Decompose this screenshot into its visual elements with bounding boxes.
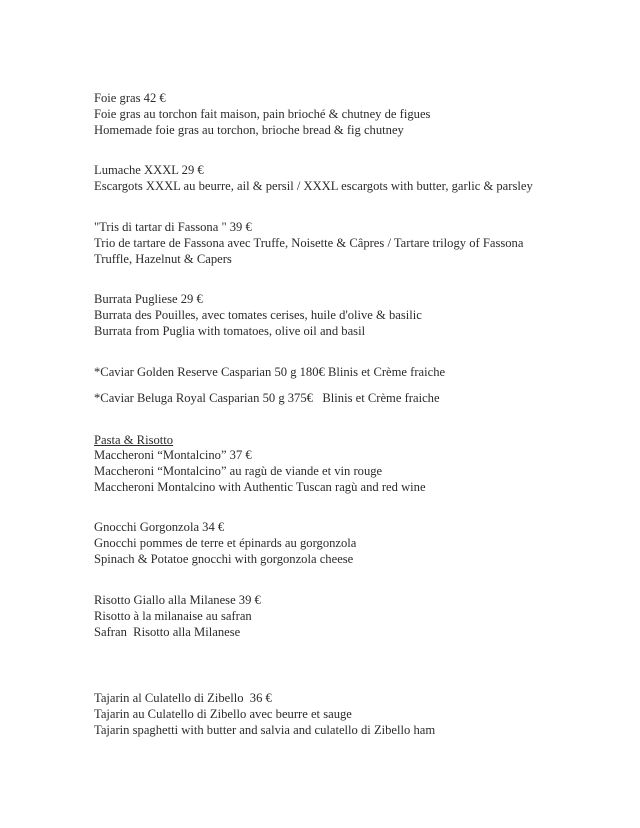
dish-title: Burrata Pugliese 29 € xyxy=(94,292,203,306)
dish-description: Escargots XXXL au beurre, ail & persil / XXXL escargots with butter, garlic & parsley xyxy=(94,179,533,193)
dish-title: Tajarin al Culatello di Zibello 36 € xyxy=(94,691,272,705)
dish-description-en: Spinach & Potatoe gnocchi with gorgonzola cheese xyxy=(94,552,354,566)
dish-title: Foie gras 42 € xyxy=(94,91,166,105)
dish-title: Risotto Giallo alla Milanese 39 € xyxy=(94,593,261,607)
dish-description-en: Homemade foie gras au torchon, brioche bread & fig chutney xyxy=(94,123,404,137)
caviar-item: *Caviar Beluga Royal Casparian 50 g 375€ Blinis et Crème fraiche xyxy=(94,391,440,405)
dish-description-en: Maccheroni Montalcino with Authentic Tuscan ragù and red wine xyxy=(94,480,426,494)
dish-description-fr: Risotto à la milanaise au safran xyxy=(94,609,252,623)
dish-title: Maccheroni “Montalcino” 37 € xyxy=(94,448,252,462)
dish-title: Gnocchi Gorgonzola 34 € xyxy=(94,520,225,534)
dish-description-fr: Burrata des Pouilles, avec tomates cerises, huile d'olive & basilic xyxy=(94,308,422,322)
dish-description-fr: Maccheroni “Montalcino” au ragù de viande et vin rouge xyxy=(94,464,383,478)
dish-title: Lumache XXXL 29 € xyxy=(94,163,204,177)
caviar-item: *Caviar Golden Reserve Casparian 50 g 180€ Blinis et Crème fraiche xyxy=(94,365,446,379)
dish-description-fr: Gnocchi pommes de terre et épinards au gorgonzola xyxy=(94,536,357,550)
dish-description-fr: Foie gras au torchon fait maison, pain brioché & chutney de figues xyxy=(94,107,431,121)
dish-description-fr: Tajarin au Culatello di Zibello avec beurre et sauge xyxy=(94,707,352,721)
dish-description-en: Burrata from Puglia with tomatoes, olive oil and basil xyxy=(94,324,366,338)
dish-description-fr: Trio de tartare de Fassona avec Truffe, Noisette & Câpres / Tartare trilogy of Fassona xyxy=(94,236,524,250)
dish-description-en: Truffle, Hazelnut & Capers xyxy=(94,252,232,266)
dish-description-en: Safran Risotto alla Milanese xyxy=(94,625,241,639)
dish-title: "Tris di tartar di Fassona " 39 € xyxy=(94,220,252,234)
section-heading: Pasta & Risotto xyxy=(94,433,174,447)
dish-description-en: Tajarin spaghetti with butter and salvia and culatello di Zibello ham xyxy=(94,723,436,737)
